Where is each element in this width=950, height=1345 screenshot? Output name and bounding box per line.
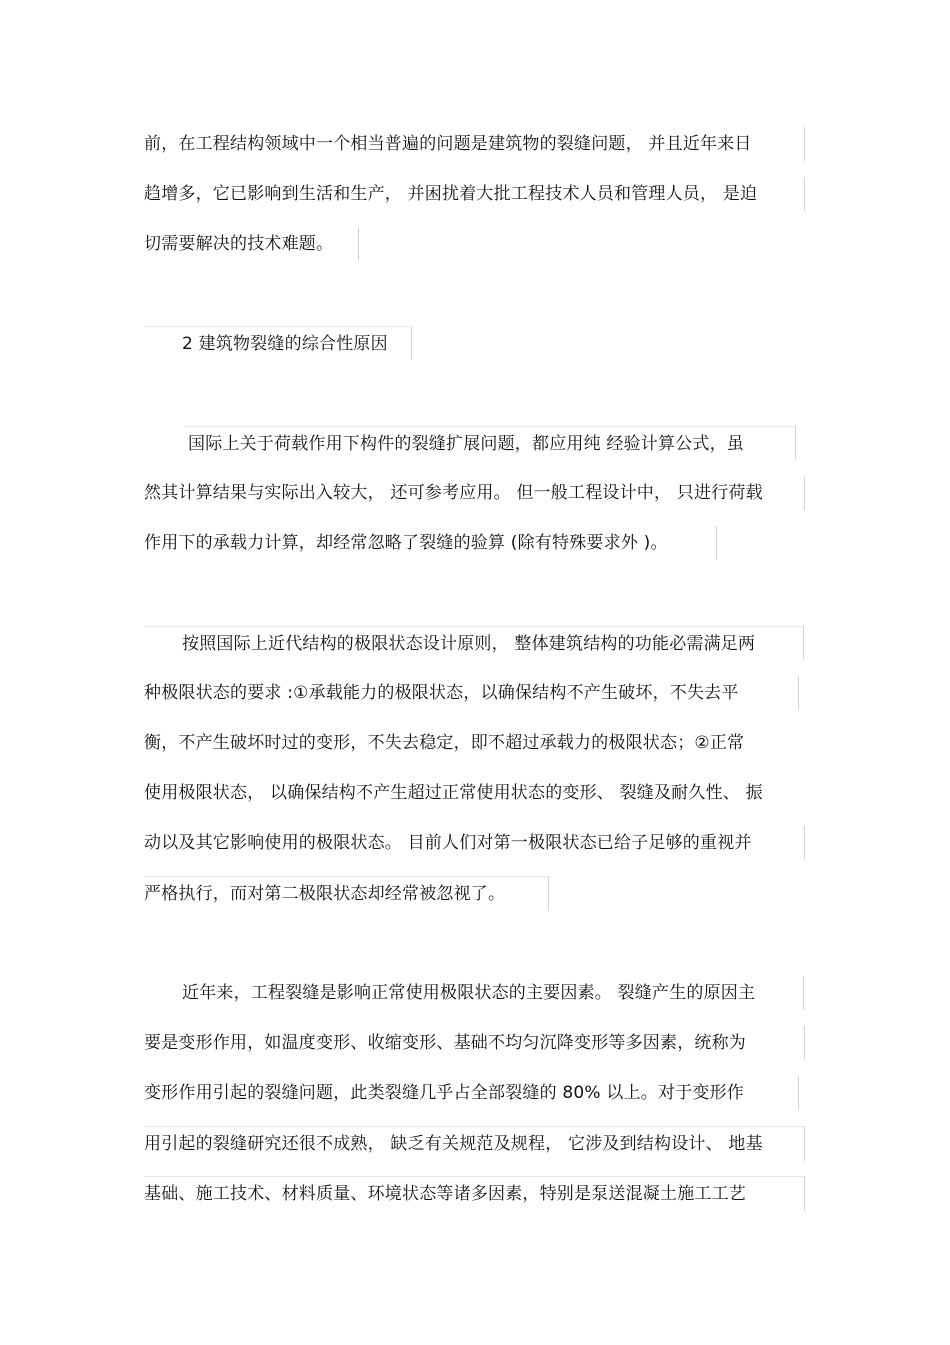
text-line: 前，在工程结构领域中一个相当普遍的问题是建筑物的裂缝问题， 并且近年来日 (144, 127, 805, 161)
text-line: 要是变形作用，如温度变形、收缩变形、基础不均匀沉降变形等多因素，统称为 (144, 1026, 805, 1060)
text-line: 变形作用引起的裂缝问题，此类裂缝几乎占全部裂缝的 80% 以上。对于变形作 (144, 1076, 799, 1110)
section-heading: 2 建筑物裂缝的综合性原因 (144, 326, 412, 360)
text-line: 衡，不产生破坏时过的变形，不失去稳定，即不超过承载力的极限状态；②正常 (144, 733, 745, 753)
text-line: 作用下的承载力计算，却经常忽略了裂缝的验算 (除有特殊要求外 )。 (144, 526, 717, 560)
text-line: 动以及其它影响使用的极限状态。 目前人们对第一极限状态已给子足够的重视并 (144, 826, 805, 860)
text-line: 基础、施工技术、材料质量、环境状态等诸多因素，特别是泵送混凝土施工工艺 (144, 1176, 805, 1211)
text-line: 按照国际上近代结构的极限状态设计原则， 整体建筑结构的功能必需满足两 (144, 626, 804, 660)
text-line: 严格执行，而对第二极限状态却经常被忽视了。 (144, 876, 549, 911)
text-line: 趋增多，它已影响到生活和生产， 并困扰着大批工程技术人员和管理人员， 是迫 (144, 177, 805, 211)
text-line: 种极限状态的要求 :①承载能力的极限状态，以确保结构不产生破坏，不失去平 (144, 676, 799, 710)
text-line: 国际上关于荷载作用下构件的裂缝扩展问题，都应用纯 经验计算公式，虽 (184, 426, 796, 460)
text-line: 近年来，工程裂缝是影响正常使用极限状态的主要因素。 裂缝产生的原因主 (144, 976, 804, 1010)
text-line: 用引起的裂缝研究还很不成熟， 缺乏有关规范及规程， 它涉及到结构设计、 地基 (144, 1126, 805, 1161)
text-line: 使用极限状态， 以确保结构不产生超过正常使用状态的变形、 裂缝及耐久性、 振 (144, 783, 763, 803)
text-line: 然其计算结果与实际出入较大， 还可参考应用。 但一般工程设计中， 只进行荷载 (144, 476, 805, 510)
text-line: 切需要解决的技术难题。 (144, 227, 359, 261)
